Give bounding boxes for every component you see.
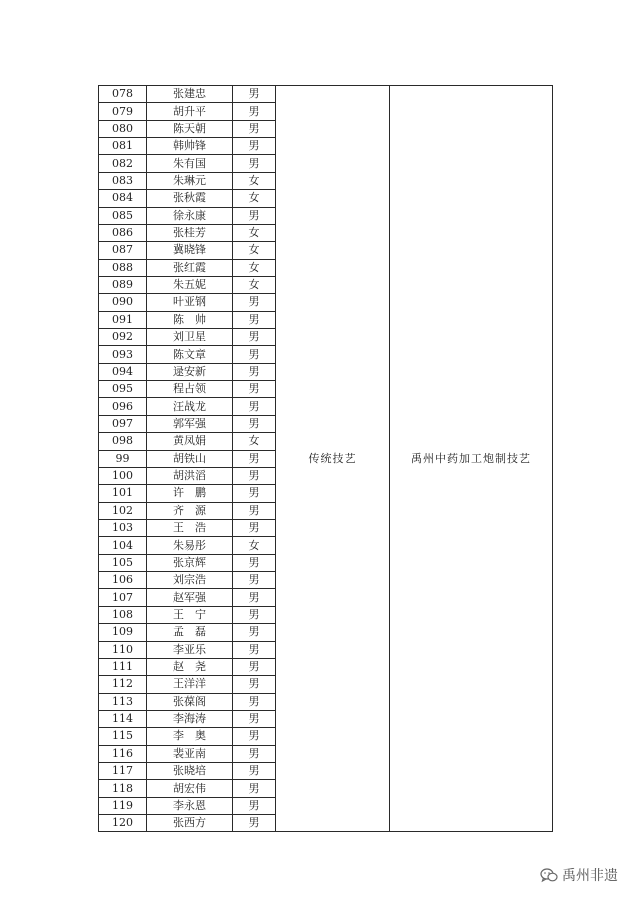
name-cell: 胡洪滔 <box>147 467 233 484</box>
gender-cell: 男 <box>233 467 276 484</box>
name-cell: 朱五妮 <box>147 276 233 293</box>
name-cell: 赵军强 <box>147 589 233 606</box>
gender-cell: 男 <box>233 138 276 155</box>
name-cell: 胡宏伟 <box>147 780 233 797</box>
row-number-cell: 084 <box>99 190 147 207</box>
gender-cell: 男 <box>233 641 276 658</box>
gender-cell: 女 <box>233 537 276 554</box>
gender-cell: 男 <box>233 398 276 415</box>
row-number-cell: 110 <box>99 641 147 658</box>
row-number-cell: 120 <box>99 815 147 832</box>
row-number-cell: 083 <box>99 172 147 189</box>
gender-cell: 男 <box>233 103 276 120</box>
row-number-cell: 113 <box>99 693 147 710</box>
row-number-cell: 095 <box>99 381 147 398</box>
name-cell: 胡铁山 <box>147 450 233 467</box>
name-cell: 张晓培 <box>147 763 233 780</box>
row-number-cell: 091 <box>99 311 147 328</box>
name-cell: 王 宁 <box>147 606 233 623</box>
row-number-cell: 100 <box>99 467 147 484</box>
row-number-cell: 080 <box>99 120 147 137</box>
row-number-cell: 097 <box>99 415 147 432</box>
name-cell: 张秋霞 <box>147 190 233 207</box>
name-cell: 刘宗浩 <box>147 572 233 589</box>
name-cell: 叶亚钢 <box>147 294 233 311</box>
row-number-cell: 098 <box>99 433 147 450</box>
wechat-icon <box>540 868 558 883</box>
row-number-cell: 119 <box>99 797 147 814</box>
name-cell: 黄凤娟 <box>147 433 233 450</box>
row-number-cell: 079 <box>99 103 147 120</box>
gender-cell: 女 <box>233 276 276 293</box>
row-number-cell: 106 <box>99 572 147 589</box>
gender-cell: 女 <box>233 242 276 259</box>
gender-cell: 男 <box>233 572 276 589</box>
name-cell: 赵 尧 <box>147 658 233 675</box>
row-number-cell: 117 <box>99 763 147 780</box>
gender-cell: 男 <box>233 728 276 745</box>
gender-cell: 男 <box>233 120 276 137</box>
gender-cell: 男 <box>233 606 276 623</box>
gender-cell: 男 <box>233 294 276 311</box>
gender-cell: 男 <box>233 207 276 224</box>
row-number-cell: 114 <box>99 710 147 727</box>
row-number-cell: 085 <box>99 207 147 224</box>
gender-cell: 男 <box>233 710 276 727</box>
gender-cell: 男 <box>233 745 276 762</box>
name-cell: 朱琳元 <box>147 172 233 189</box>
row-number-cell: 078 <box>99 86 147 103</box>
row-number-cell: 082 <box>99 155 147 172</box>
name-cell: 张建忠 <box>147 86 233 103</box>
name-cell: 陈文章 <box>147 346 233 363</box>
gender-cell: 男 <box>233 676 276 693</box>
name-cell: 程占领 <box>147 381 233 398</box>
account-watermark <box>540 865 618 885</box>
row-number-cell: 102 <box>99 502 147 519</box>
gender-cell: 男 <box>233 363 276 380</box>
row-number-cell: 103 <box>99 519 147 536</box>
name-cell: 陈天朝 <box>147 120 233 137</box>
row-number-cell: 108 <box>99 606 147 623</box>
name-cell: 张桂芳 <box>147 224 233 241</box>
gender-cell: 男 <box>233 346 276 363</box>
gender-cell: 女 <box>233 172 276 189</box>
gender-cell: 男 <box>233 780 276 797</box>
gender-cell: 男 <box>233 658 276 675</box>
name-cell: 孟 磊 <box>147 624 233 641</box>
row-number-cell: 093 <box>99 346 147 363</box>
name-cell: 逯安新 <box>147 363 233 380</box>
row-number-cell: 104 <box>99 537 147 554</box>
name-cell: 李海涛 <box>147 710 233 727</box>
row-number-cell: 105 <box>99 554 147 571</box>
row-number-cell: 101 <box>99 485 147 502</box>
gender-cell: 女 <box>233 259 276 276</box>
name-cell: 汪战龙 <box>147 398 233 415</box>
row-number-cell: 109 <box>99 624 147 641</box>
name-cell: 刘卫星 <box>147 329 233 346</box>
row-number-cell: 088 <box>99 259 147 276</box>
gender-cell: 男 <box>233 693 276 710</box>
gender-cell: 男 <box>233 815 276 832</box>
gender-cell: 男 <box>233 329 276 346</box>
project-cell: 禹州中药加工炮制技艺 <box>390 86 553 832</box>
gender-cell: 男 <box>233 554 276 571</box>
row-number-cell: 087 <box>99 242 147 259</box>
name-cell: 王洋洋 <box>147 676 233 693</box>
row-number-cell: 116 <box>99 745 147 762</box>
name-cell: 陈 帅 <box>147 311 233 328</box>
inheritor-table-body <box>99 86 553 832</box>
row-number-cell: 107 <box>99 589 147 606</box>
name-cell: 裴亚南 <box>147 745 233 762</box>
gender-cell: 男 <box>233 519 276 536</box>
gender-cell: 男 <box>233 86 276 103</box>
gender-cell: 男 <box>233 450 276 467</box>
name-cell: 冀晓锋 <box>147 242 233 259</box>
gender-cell: 男 <box>233 311 276 328</box>
name-cell: 胡升平 <box>147 103 233 120</box>
gender-cell: 男 <box>233 624 276 641</box>
gender-cell: 男 <box>233 381 276 398</box>
gender-cell: 女 <box>233 224 276 241</box>
name-cell: 李亚乐 <box>147 641 233 658</box>
watermark-label: 禹州非遗 <box>562 868 618 884</box>
name-cell: 王 浩 <box>147 519 233 536</box>
name-cell: 张西方 <box>147 815 233 832</box>
row-number-cell: 094 <box>99 363 147 380</box>
gender-cell: 男 <box>233 485 276 502</box>
row-number-cell: 112 <box>99 676 147 693</box>
category-cell: 传统技艺 <box>276 86 390 832</box>
name-cell: 李 奥 <box>147 728 233 745</box>
gender-cell: 男 <box>233 415 276 432</box>
name-cell: 朱易彤 <box>147 537 233 554</box>
row-number-cell: 090 <box>99 294 147 311</box>
name-cell: 韩帅锋 <box>147 138 233 155</box>
name-cell: 朱有国 <box>147 155 233 172</box>
row-number-cell: 118 <box>99 780 147 797</box>
row-number-cell: 99 <box>99 450 147 467</box>
row-number-cell: 089 <box>99 276 147 293</box>
name-cell: 许 鹏 <box>147 485 233 502</box>
name-cell: 郭军强 <box>147 415 233 432</box>
row-number-cell: 115 <box>99 728 147 745</box>
gender-cell: 男 <box>233 155 276 172</box>
row-number-cell: 111 <box>99 658 147 675</box>
row-number-cell: 081 <box>99 138 147 155</box>
row-number-cell: 086 <box>99 224 147 241</box>
gender-cell: 男 <box>233 797 276 814</box>
name-cell: 李永恩 <box>147 797 233 814</box>
row-number-cell: 092 <box>99 329 147 346</box>
name-cell: 张红霞 <box>147 259 233 276</box>
gender-cell: 男 <box>233 763 276 780</box>
inheritor-table <box>98 85 553 832</box>
name-cell: 张京辉 <box>147 554 233 571</box>
gender-cell: 男 <box>233 589 276 606</box>
table-row <box>99 86 553 103</box>
gender-cell: 男 <box>233 502 276 519</box>
name-cell: 徐永康 <box>147 207 233 224</box>
name-cell: 齐 源 <box>147 502 233 519</box>
row-number-cell: 096 <box>99 398 147 415</box>
gender-cell: 女 <box>233 190 276 207</box>
gender-cell: 女 <box>233 433 276 450</box>
name-cell: 张葆阁 <box>147 693 233 710</box>
